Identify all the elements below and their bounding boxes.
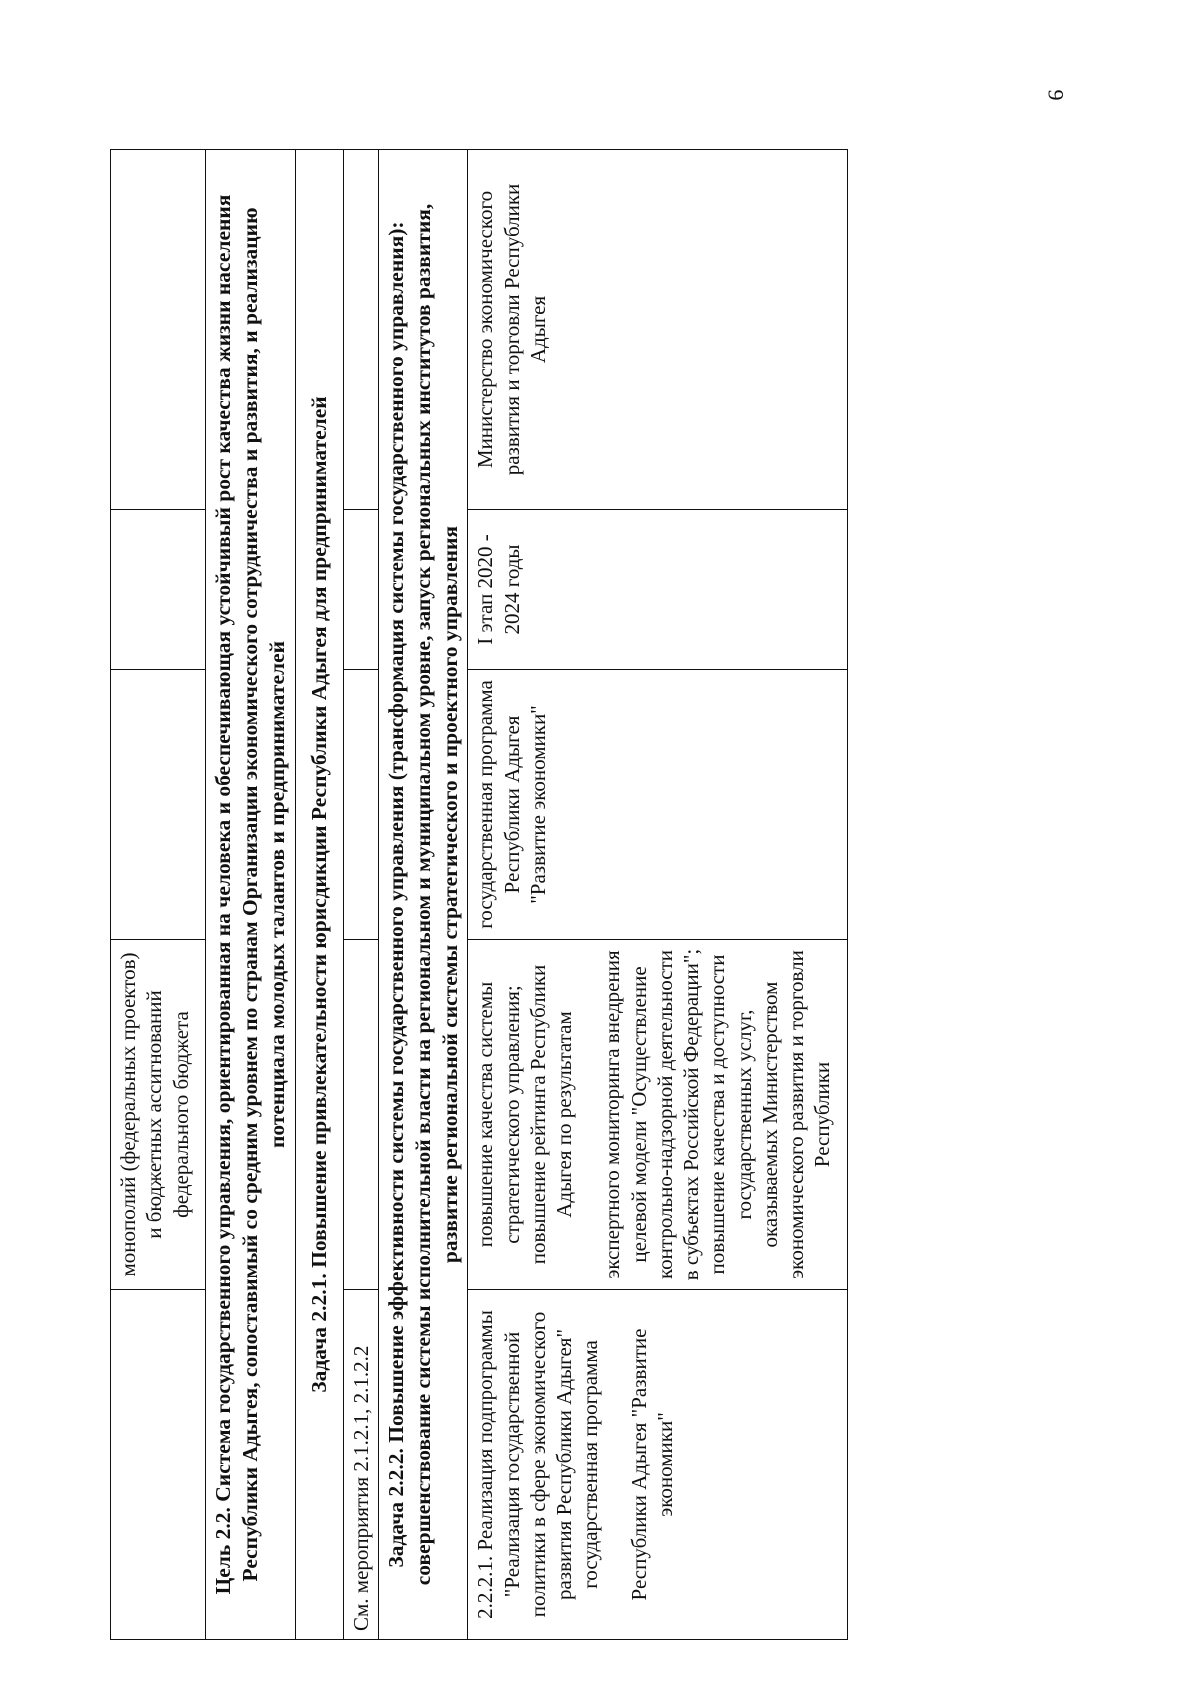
table-cell [343,670,378,940]
goal-heading: Цель 2.2. Система государственного управления, ориентированная на человека и обеспечивающая устойчивый рост качества жизни населения Республики Адыгея, сопоставимый со средним уровнем по странам Организации экономического сотрудничества и развития, и реализацию потенциала молодых талантов и предпринимателей [206,150,296,1640]
table-cell [343,510,378,670]
measure-result-cont: экспертного мониторинга внедрения целевой модели "Осуществление контрольно-надзорной деятельности в субъектах Российской Федерации"; повышение качества и доступности государственных услуг, оказываемых Министерством экономического развития и торговли Республики [600,948,835,1281]
measure-result: повышение качества системы стратегического управления; повышение рейтинга Республики Адыгея по результатам [473,964,577,1265]
measures-table [110,149,848,1640]
table-cell [111,670,206,940]
table-cell: монополий (федеральных проектов) и бюджетных ассигнований федерального бюджета [111,940,206,1290]
table-cell: государственная программа Республики Адыгея "Развитие экономики" [468,670,848,940]
table-cell: См. мероприятия 2.1.2.1, 2.1.2.2 [343,1290,378,1640]
table-cell [468,1290,848,1640]
table-row [295,150,343,1640]
table-cell [343,150,378,510]
table-cell: I этап 2020 - 2024 годы [468,510,848,670]
table-cell [111,510,206,670]
table-cell [343,940,378,1290]
measure-title: 2.2.2.1. Реализация подпрограммы "Реализация государственной политики в сфере экономического развития Республики Адыгея" государственная программа [473,1310,603,1619]
table-row [111,150,206,1640]
table-cell [468,940,848,1290]
table-row [468,150,848,1640]
table-row [206,150,296,1640]
table-cell: Министерство экономического развития и торговли Республики Адыгея [468,150,848,510]
table-row [343,150,378,1640]
task-heading: Задача 2.2.1. Повышение привлекательности юрисдикции Республики Адыгея для предпринимателей [295,150,343,1640]
table-cell [111,1290,206,1640]
measure-title-cont: Республики Адыгея "Развитие экономики" [626,1328,677,1601]
table-row [378,150,468,1640]
page-number: 9 [1043,89,1069,101]
task-heading: Задача 2.2.2. Повышение эффективности системы государственного управления (трансформация системы государственного управления): совершенствование системы исполнительной власти на региональном и муниципальном уровне, запуск региональных институтов развития, развитие региональной системы стратегического и проектного управления [378,150,468,1640]
rotated-table-frame [110,150,1090,1640]
table-cell [111,150,206,510]
